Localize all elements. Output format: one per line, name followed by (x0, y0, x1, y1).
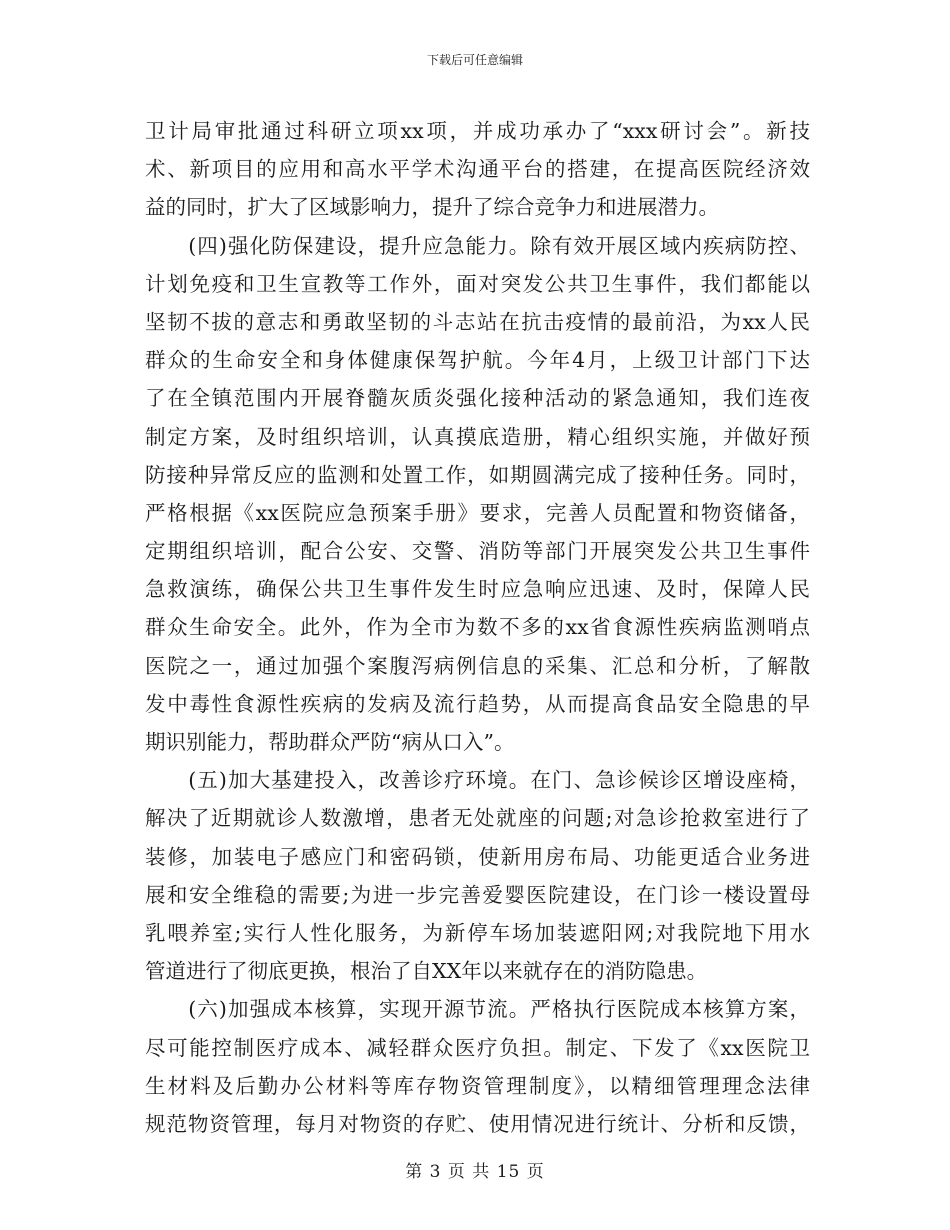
text-line: 益的同时，扩大了区域影响力，提升了综合竞争力和进展潜力。 (145, 195, 719, 220)
text-line: 坚韧不拔的意志和勇敢坚韧的斗志站在抗击疫情的最前沿，为xx人民 (145, 309, 810, 334)
text-line: 定期组织培训，配合公安、交警、消防等部门开展突发公共卫生事件 (145, 539, 810, 564)
text-line: 了在全镇范围内开展脊髓灰质炎强化接种活动的紧急通知，我们连夜 (145, 386, 810, 411)
text-line: 发中毒性食源性疾病的发病及流行趋势，从而提高食品安全隐患的早 (145, 691, 810, 716)
text-line: 期识别能力，帮助群众严防“病从口入”。 (145, 730, 515, 754)
page-header: 下载后可任意编辑 (426, 53, 523, 67)
text-line: 装修，加装电子感应门和密码锁，使新用房布局、功能更适合业务进 (145, 844, 810, 869)
text-line: 群众的生命安全和身体健康保驾护航。今年4月，上级卫计部门下达 (145, 348, 810, 373)
document-body (145, 112, 810, 1143)
text-line: (五)加大基建投入，改善诊疗环境。在门、急诊候诊区增设座椅， (145, 768, 810, 793)
text-line: 制定方案，及时组织培训，认真摸底造册，精心组织实施，并做好预 (145, 424, 810, 449)
text-line: 规范物资管理，每月对物资的存贮、使用情况进行统计、分析和反馈， (145, 1111, 810, 1136)
page-number: 第 3 页 共 15 页 (405, 1162, 545, 1182)
text-line: 生材料及后勤办公材料等库存物资管理制度》，以精细管理理念法律 (145, 1073, 810, 1098)
text-line: 管道进行了彻底更换，根治了自XX年以来就存在的消防隐患。 (145, 959, 708, 984)
text-line: 医院之一，通过加强个案腹泻病例信息的采集、汇总和分析，了解散 (145, 653, 810, 678)
text-line: 严格根据《xx医院应急预案手册》要求，完善人员配置和物资储备， (145, 500, 810, 525)
text-line: 群众生命安全。此外，作为全市为数不多的xx省食源性疾病监测哨点 (145, 615, 810, 640)
text-line: 尽可能控制医疗成本、减轻群众医疗负担。制定、下发了《xx医院卫 (145, 1035, 810, 1060)
text-line: 防接种异常反应的监测和处置工作，如期圆满完成了接种任务。同时， (145, 462, 810, 487)
text-line: 乳喂养室;实行人性化服务，为新停车场加装遮阳网;对我院地下用水 (145, 920, 810, 945)
text-line: (四)强化防保建设，提升应急能力。除有效开展区域内疾病防控、 (145, 233, 810, 258)
text-line: 卫计局审批通过科研立项xx项，并成功承办了“xxx研讨会”。新技 (145, 119, 810, 143)
text-line: 计划免疫和卫生宣教等工作外，面对突发公共卫生事件，我们都能以 (145, 271, 810, 296)
text-line: 急救演练，确保公共卫生事件发生时应急响应迅速、及时，保障人民 (145, 577, 810, 602)
text-line: 解决了近期就诊人数激增，患者无处就座的问题;对急诊抢救室进行了 (145, 806, 810, 831)
text-line: (六)加强成本核算，实现开源节流。严格执行医院成本核算方案， (145, 997, 810, 1022)
text-line: 术、新项目的应用和高水平学术沟通平台的搭建，在提高医院经济效 (145, 157, 810, 182)
text-line: 展和安全维稳的需要;为进一步完善爱婴医院建设，在门诊一楼设置母 (145, 882, 810, 907)
